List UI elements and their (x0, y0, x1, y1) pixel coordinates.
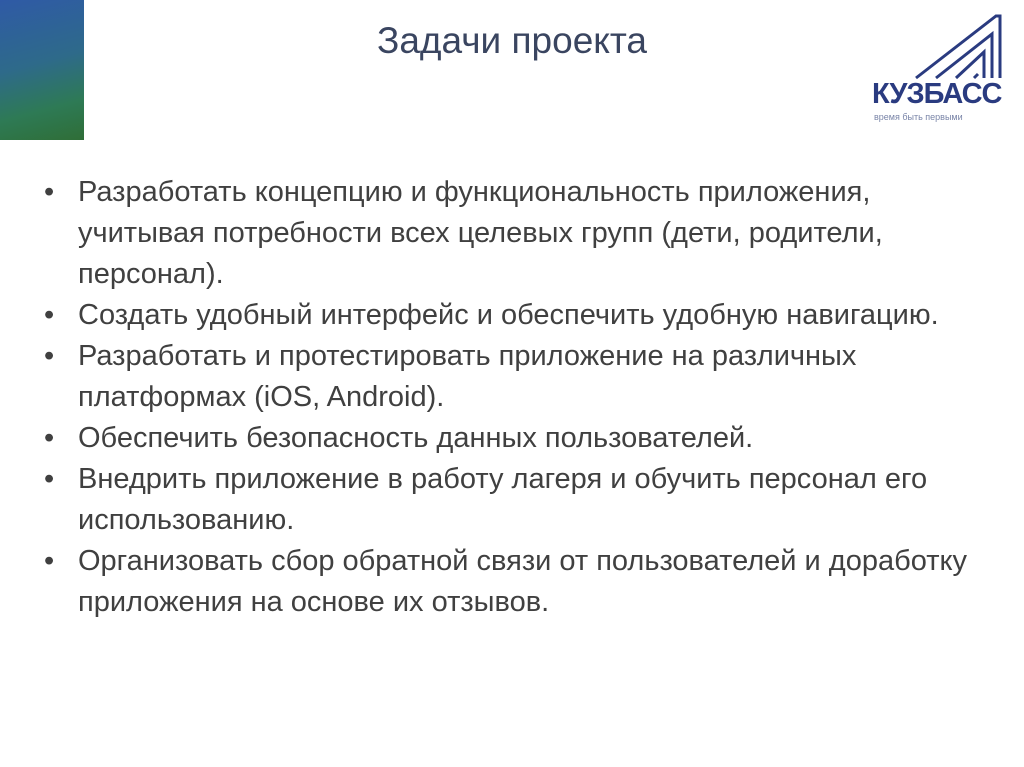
list-item (44, 418, 984, 459)
list-item-text: Обеспечить безопасность данных пользователей. (78, 422, 754, 454)
list-item (44, 336, 984, 418)
list-item (44, 172, 984, 295)
list-item (44, 295, 984, 336)
bullet: • (44, 545, 55, 577)
list-item-text: Разработать концепцию и функциональность приложения, учитывая потребности всех целевых групп (дети, родители, персонал). (78, 176, 883, 290)
list-item (44, 459, 984, 541)
logo-wordmark: КУЗБАСС (872, 78, 1002, 110)
slide-title: Задачи проекта (377, 20, 647, 61)
bullet: • (44, 422, 55, 454)
task-list (44, 172, 984, 623)
logo-tagline: время быть первыми (874, 112, 963, 122)
bullet: • (44, 176, 55, 208)
list-item-text: Разработать и протестировать приложение на различных платформах (iOS, Android). (78, 340, 857, 413)
list-item-text: Внедрить приложение в работу лагеря и обучить персонал его использованию. (78, 463, 928, 536)
bullet: • (44, 463, 55, 495)
bullet: • (44, 299, 55, 331)
list-item (44, 541, 984, 623)
bullet: • (44, 340, 55, 372)
kuzbass-logo (868, 12, 1018, 124)
list-item-text: Организовать сбор обратной связи от пользователей и доработку приложения на основе их отзывов. (78, 545, 968, 618)
logo-stripes-icon (868, 12, 1018, 82)
list-item-text: Создать удобный интерфейс и обеспечить удобную навигацию. (78, 299, 939, 331)
